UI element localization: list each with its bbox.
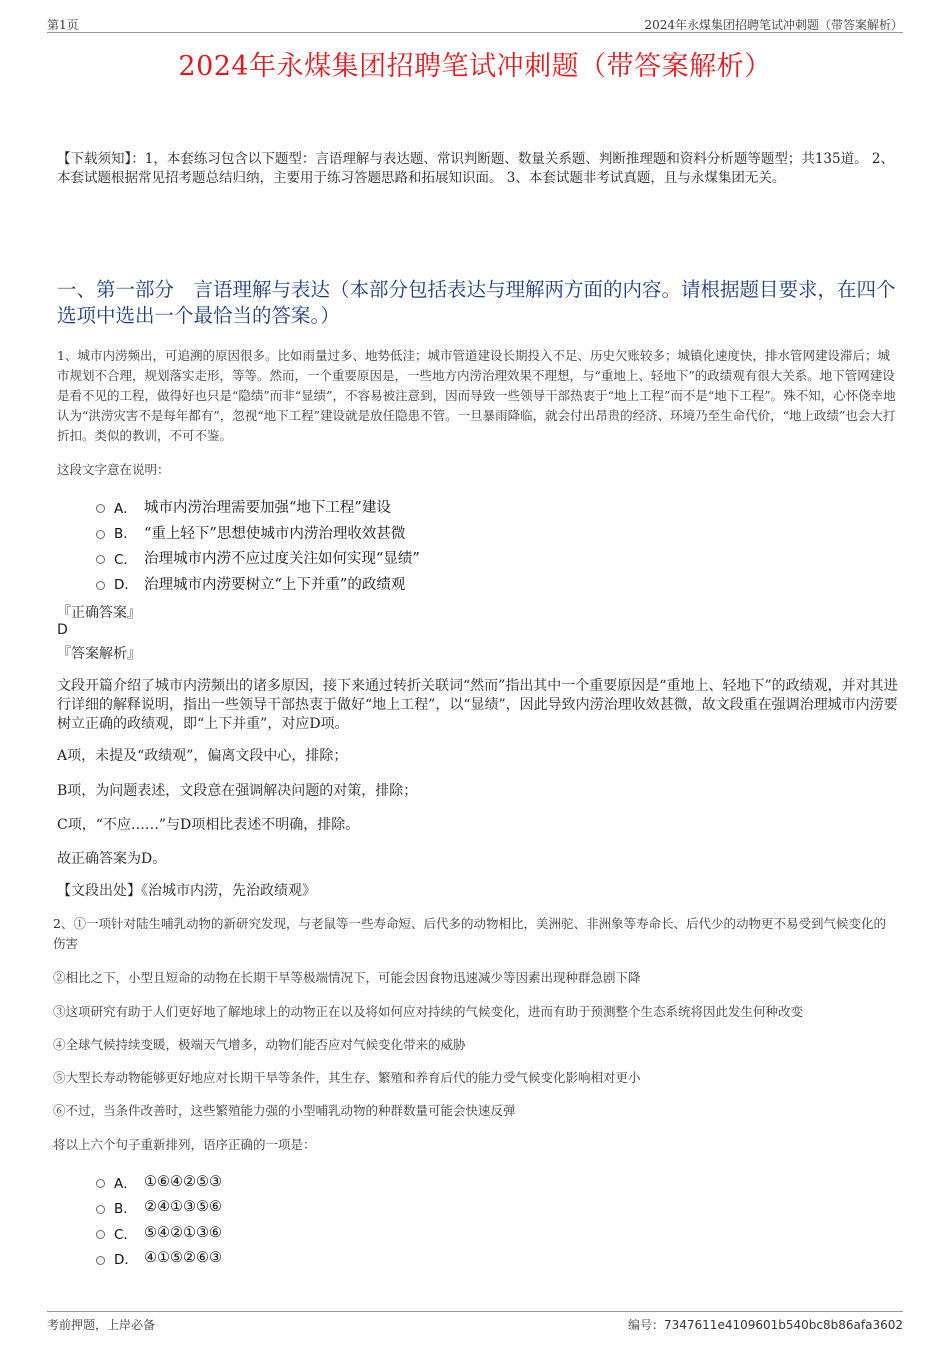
analysis-note-a: A项，未提及“政绩观”，偏离文段中心，排除； xyxy=(57,748,348,764)
page-footer xyxy=(47,1311,903,1332)
footer-slogan: 考前押题，上岸必备 xyxy=(47,1318,156,1332)
q2-option-b[interactable]: B． ②④①③⑤⑥ xyxy=(96,1195,222,1221)
analysis-label: 『答案解析』 xyxy=(57,646,141,662)
radio-icon[interactable] xyxy=(96,1179,105,1188)
q2-sentence-2: ②相比之下，小型且短命的动物在长期干旱等极端情况下，可能会因食物迅速减少等因素出现种群急剧下降 xyxy=(53,970,641,985)
q2-sentence-3: ③这项研究有助于人们更好地了解地球上的动物正在以及将如何应对持续的气候变化，进而有助于预测整个生态系统将因此发生何种改变 xyxy=(53,1004,804,1019)
q1-option-c[interactable]: C． 治理城市内涝不应过度关注如何实现“显绩” xyxy=(96,545,420,571)
analysis-note-b: B项，为问题表述，文段意在强调解决问题的对策，排除； xyxy=(57,783,418,799)
q2-sentence-1: 2、①一项针对陆生哺乳动物的新研究发现，与老鼠等一些寿命短、后代多的动物相比，美洲驼、非洲象等寿命长、后代少的动物更不易受到气候变化的伤害 xyxy=(53,916,886,951)
radio-icon[interactable] xyxy=(96,504,105,513)
radio-icon[interactable] xyxy=(96,1230,105,1239)
analysis-conclusion: 故正确答案为D。 xyxy=(57,851,167,867)
footer-code-value: 7347611e4109601b540bc8b86afa3602 xyxy=(664,1318,903,1332)
answer-value: D xyxy=(57,622,68,638)
analysis-text: 文段开篇介绍了城市内涝频出的诸多原因，接下来通过转折关联词“然而”指出其中一个重要原因是“重地上、轻地下”的政绩观，并对其进行详细的解释说明，指出一些领导干部热衷于做好“地上工程”，以“显绩”，因此导致内涝治理收效甚微，故文段重在强调治理城市内涝要树立正确的政绩观，即“上下并重”，对应D项。 xyxy=(57,678,898,732)
download-notice: 【下载须知】：1，本套练习包含以下题型：言语理解与表达题、常识判断题、数量关系题、判断推理题和资料分析题等题型；共135道。 2、本套试题根据常见招考题总结归纳，主要用于练习答题思路和拓展知识面。 3、本套试题非考试真题，且与永煤集团无关。 xyxy=(57,151,894,186)
passage-source: 【文段出处】《治城市内涝，先治政绩观》 xyxy=(57,883,316,899)
section-heading: 一、第一部分 言语理解与表达（本部分包括表达与理解两方面的内容。请根据题目要求，在四个选项中选出一个最恰当的答案。） xyxy=(57,278,896,327)
q1-option-a[interactable]: A． 城市内涝治理需要加强“地下工程”建设 xyxy=(96,494,420,520)
page-number: 第1页 xyxy=(47,18,79,32)
q1-option-b[interactable]: B． “重上轻下”思想使城市内涝治理收效甚微 xyxy=(96,520,420,546)
q1-option-d[interactable]: D． 治理城市内涝要树立“上下并重”的政绩观 xyxy=(96,571,420,597)
q2-option-a[interactable]: A． ①⑥④②⑤③ xyxy=(96,1169,222,1195)
radio-icon[interactable] xyxy=(96,1256,105,1265)
document-title: 2024年永煤集团招聘笔试冲刺题（带答案解析） xyxy=(178,51,772,82)
radio-icon[interactable] xyxy=(96,530,105,539)
q1-options xyxy=(96,494,420,596)
q2-option-c[interactable]: C． ⑤④②①③⑥ xyxy=(96,1220,222,1246)
answer-label: 『正确答案』 xyxy=(57,605,141,621)
radio-icon[interactable] xyxy=(96,581,105,590)
footer-code-label: 编号： xyxy=(627,1318,664,1332)
radio-icon[interactable] xyxy=(96,1205,105,1214)
analysis-note-c: C项，“不应……”与D项相比表述不明确，排除。 xyxy=(57,817,360,833)
q2-stem: 将以上六个句子重新排列，语序正确的一项是： xyxy=(53,1137,316,1152)
footer-code xyxy=(628,1316,903,1333)
running-title: 2024年永煤集团招聘笔试冲刺题（带答案解析） xyxy=(644,18,903,32)
q1-stem: 这段文字意在说明： xyxy=(57,462,170,477)
q2-sentence-6: ⑥不过，当条件改善时，这些繁殖能力强的小型哺乳动物的种群数量可能会快速反弹 xyxy=(53,1103,516,1118)
page-header xyxy=(47,14,903,33)
radio-icon[interactable] xyxy=(96,555,105,564)
q2-sentence-5: ⑤大型长寿动物能够更好地应对长期干旱等条件，其生存、繁殖和养育后代的能力受气候变化影响相对更小 xyxy=(53,1070,641,1085)
q2-options xyxy=(96,1169,222,1271)
q2-option-d[interactable]: D． ④①⑤②⑥③ xyxy=(96,1246,222,1272)
q2-sentence-4: ④全球气候持续变暖，极端天气增多，动物们能否应对气候变化带来的威胁 xyxy=(53,1037,466,1052)
q1-passage: 1、城市内涝频出，可追溯的原因很多。比如雨量过多、地势低洼；城市管道建设长期投入不足、历史欠账较多；城镇化速度快，排水管网建设滞后；城市规划不合理，规划落实走形，等等。然而，一个重要原因是，一些地方内涝治理效果不理想，与“重地上、轻地下”的政绩观有很大关系。地下管网建设是看不见的工程，做得好也只是“隐绩”而非“显绩”，不容易被注意到，因而导致一些领导干部热衷于“地上工程”而不是“地下工程”。殊不知，心怀侥幸地认为“洪涝灾害不是每年都有”，忽视“地下工程”建设就是放任隐患不管。一旦暴雨降临，就会付出昂贵的经济、环境乃至生命代价，“地上政绩”也会大打折扣。类似的教训，不可不鉴。 xyxy=(57,348,896,443)
